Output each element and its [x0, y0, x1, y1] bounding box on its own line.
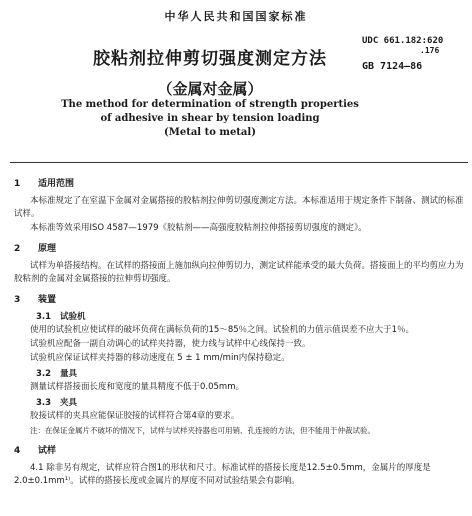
section-heading [14, 294, 464, 307]
paragraph: 测量试样搭接面长度和宽度的量具精度不低于0.05mm。 [30, 382, 244, 392]
paragraph: 试验机应保证试样夹持器的移动速度在 5 ± 1 mm/min内保持稳定。 [30, 353, 290, 363]
section-number: 2 [14, 244, 21, 254]
paragraph: 试验机应配备一副自动调心的试样夹持器，使力线与试样中心线保持一致。 [30, 339, 311, 349]
section-principle [14, 243, 464, 286]
section-heading [14, 178, 464, 191]
section-title: 原理 [38, 244, 57, 254]
subsection-heading [36, 397, 464, 410]
section-heading [14, 243, 464, 256]
section-number: 1 [14, 179, 21, 189]
national-standard-header: 中华人民共和国国家标准 [164, 10, 308, 23]
section-heading [14, 445, 464, 458]
subsection-number: 3.1 [36, 312, 52, 322]
subsection-number: 3.3 [36, 398, 52, 408]
subsection-heading [36, 311, 464, 324]
section-title: 试样 [38, 446, 57, 456]
document-body [14, 178, 464, 496]
section-scope [14, 178, 464, 235]
english-title [40, 98, 380, 140]
english-title-line: of adhesive in shear by tension loading [100, 113, 320, 124]
subsection-title: 试验机 [60, 312, 86, 322]
paragraph: 本标准等效采用ISO 4587—1979《胶粘剂——高强度胶粘剂拉伸搭接剪切强度的测定》。 [30, 223, 367, 233]
document-title: 胶粘剂拉伸剪切强度测定方法 [93, 49, 327, 69]
section-specimen [14, 445, 464, 488]
paragraph [14, 462, 464, 488]
subsection-title: 量具 [60, 369, 78, 379]
section-title: 装置 [38, 295, 57, 305]
section-number: 3 [14, 295, 21, 305]
udc-code-continuation: .176 [420, 46, 440, 55]
standard-codes [362, 36, 470, 72]
paragraph-text: 除非另有规定，试样应符合图1的形状和尺寸。标准试样的搭接长度是12.5±0.5mm，金属片的厚度是2.0±0.1mm¹⁾。试样的搭接长度或金属片的厚度不同对试验结果会有影响。 [14, 463, 431, 486]
udc-code: UDC 661.182:620 [362, 36, 444, 46]
title-block [80, 44, 340, 99]
paragraph: 本标准规定了在室温下金属对金属搭接的胶粘剂拉伸剪切强度测定方法。本标准适用于规定条件下制备、测试的标准试样。 [14, 196, 464, 219]
section-apparatus [14, 294, 464, 437]
subsection-number: 4.1 [30, 463, 44, 473]
section-number: 4 [14, 446, 21, 456]
paragraph: 试样为单搭接结构。在试样的搭接面上施加纵向拉伸剪切力，测定试样能承受的最大负荷。搭接面上的平均剪应力为胶粘剂的金属对金属搭接的拉伸剪切强度。 [14, 261, 464, 284]
gb-code: GB 7124—86 [362, 61, 423, 72]
subsection-title: 夹具 [60, 398, 78, 408]
paragraph: 胶接试样的夹具应能保证胶接的试样符合第4章的要求。 [30, 411, 240, 421]
header-divider [10, 162, 468, 163]
paragraph: 使用的试验机应使试样的破坏负荷在满标负荷的15～85％之间。试验机的力值示值误差不应大于1％。 [30, 325, 415, 335]
english-title-line: (Metal to metal) [164, 127, 256, 138]
note: 注：在保证金属片不破坏的情况下，试样与试样夹持器也可用销、孔连接的方法，但不能用于仲裁试验。 [30, 426, 375, 435]
document-subtitle: （金属对金属） [157, 80, 263, 98]
subsection-heading [36, 368, 464, 381]
section-title: 适用范围 [38, 179, 75, 189]
english-title-line: The method for determination of strength properties [61, 99, 359, 110]
subsection-number: 3.2 [36, 369, 52, 379]
